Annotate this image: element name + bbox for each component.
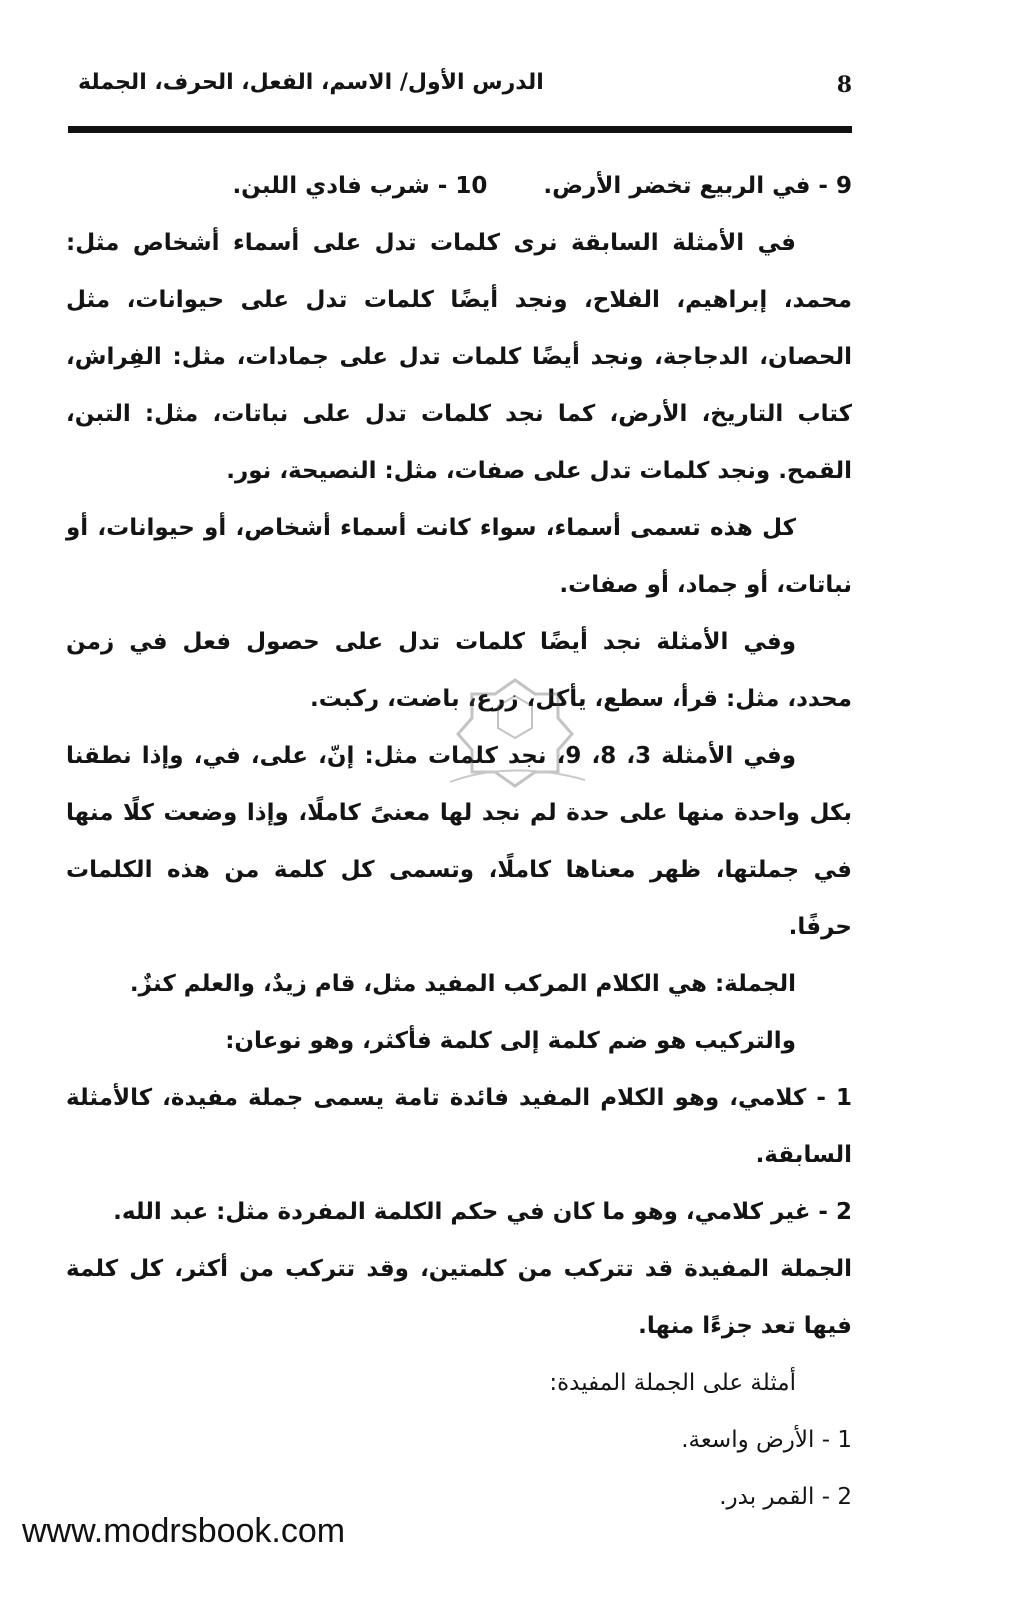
example-item-1: 1 - الأرض واسعة. bbox=[681, 1427, 852, 1453]
paragraph-sentence-definition: الجملة: هي الكلام المركب المفيد مثل، قام زيدٌ، والعلم كنزٌ. bbox=[129, 971, 796, 997]
example-10: 10 - شرب فادي اللبن. bbox=[232, 173, 488, 199]
page-body bbox=[66, 158, 852, 1526]
list-item-1: 1 - كلامي، وهو الكلام المفيد فائدة تامة يسمى جملة مفيدة، كالأمثلة السابقة. bbox=[66, 1085, 852, 1168]
examples-list bbox=[66, 1412, 852, 1526]
example-9: 9 - في الربيع تخضر الأرض. bbox=[543, 173, 852, 199]
examples-title: أمثلة على الجملة المفيدة: bbox=[549, 1370, 796, 1396]
paragraph-names: كل هذه تسمى أسماء، سواء كانت أسماء أشخاص، أو حيوانات، أو نباتات، أو جماد، أو صفات. bbox=[66, 515, 852, 598]
footer-url: www.modrsbook.com bbox=[22, 1512, 346, 1550]
page-number: 8 bbox=[836, 72, 852, 98]
running-head: الدرس الأول/ الاسم، الفعل، الحرف، الجملة bbox=[78, 70, 544, 95]
paragraph-nouns: في الأمثلة السابقة نرى كلمات تدل على أسماء أشخاص مثل: محمد، إبراهيم، الفلاح، ونجد أيضًا كلمات تدل على حيوانات، مثل الحصان، الدجاجة، ونجد أيضًا كلمات تدل على جمادات، مثل: الفِراش، كتاب التاريخ، الأرض، كما نجد كلمات تدل على نباتات، مثل: التبن، القمح. ونجد كلمات تدل على صفات، مثل: النصيحة، نور. bbox=[66, 230, 852, 484]
list-item-2: 2 - غير كلامي، وهو ما كان في حكم الكلمة المفردة مثل: عبد الله. bbox=[113, 1199, 852, 1225]
paragraph-verbs: وفي الأمثلة نجد أيضًا كلمات تدل على حصول فعل في زمن محدد، مثل: قرأ، سطع، يأكل، زرع، باضت، ركبت. bbox=[66, 629, 852, 712]
paragraph-useful-sentence: الجملة المفيدة قد تتركب من كلمتين، وقد تتركب من أكثر، كل كلمة فيها تعد جزءًا منها. bbox=[66, 1256, 852, 1339]
example-item-2: 2 - القمر بدر. bbox=[719, 1484, 852, 1510]
paragraph-particles: وفي الأمثلة 3، 8، 9، نجد كلمات مثل: إنّ، على، في، وإذا نطقنا بكل واحدة منها على حدة لم نجد لها معنىً كاملًا، وإذا وضعت كلًا منها في جملتها، ظهر معناها كاملًا، وتسمى كل كلمة من هذه الكلمات حرفًا. bbox=[66, 743, 852, 940]
page-header bbox=[72, 66, 852, 106]
header-rule bbox=[68, 126, 852, 133]
paragraph-composition: والتركيب هو ضم كلمة إلى كلمة فأكثر، وهو نوعان: bbox=[225, 1028, 796, 1054]
examples-9-10 bbox=[66, 158, 852, 215]
